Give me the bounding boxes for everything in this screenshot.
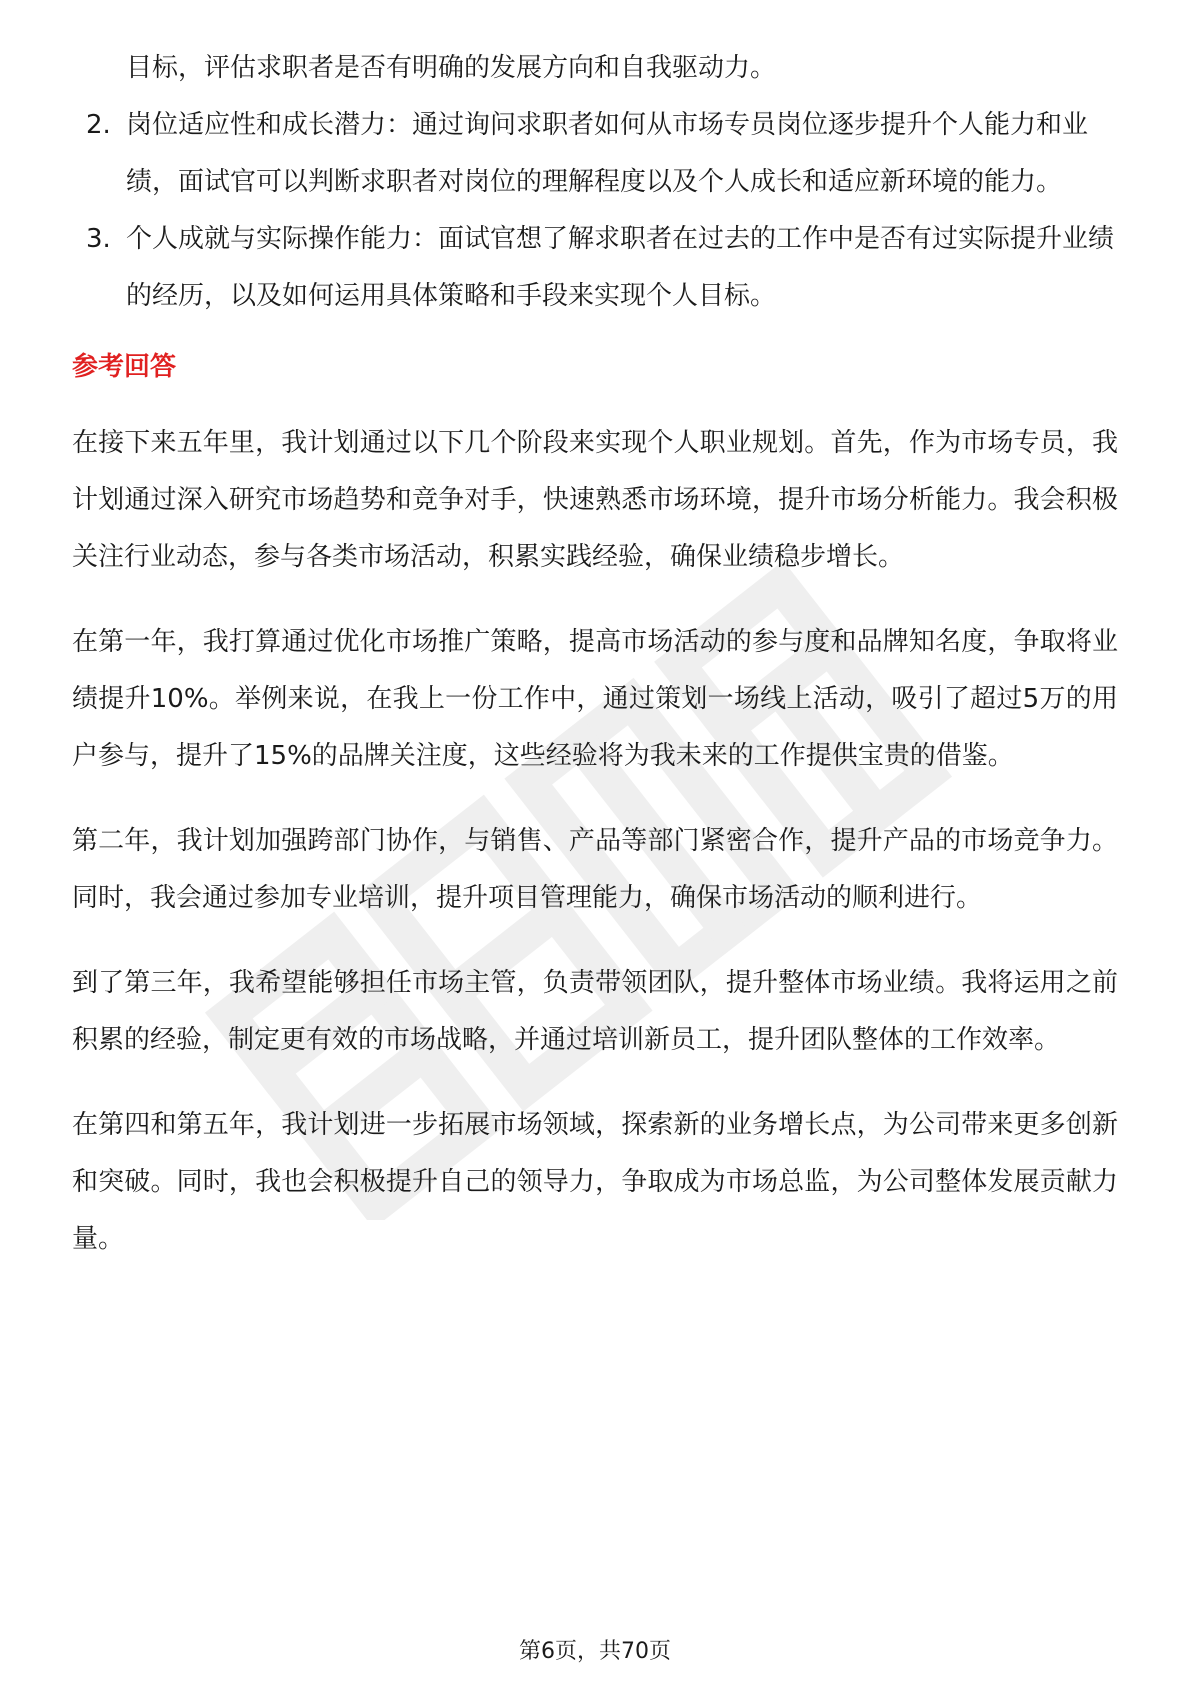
list-item-number: 3.	[86, 224, 111, 254]
list-item	[72, 97, 1118, 211]
list-item	[72, 211, 1118, 325]
paragraph: 在第一年，我打算通过优化市场推广策略，提高市场活动的参与度和品牌知名度，争取将业绩提升10%。举例来说，在我上一份工作中，通过策划一场线上活动，吸引了超过5万的用户参与，提升了15%的品牌关注度，这些经验将为我未来的工作提供宝贵的借鉴。	[72, 627, 1118, 771]
list-item-text: 目标，评估求职者是否有明确的发展方向和自我驱动力。	[126, 53, 777, 83]
criteria-list	[72, 40, 1118, 325]
page-footer: 第6页，共70页	[519, 1639, 671, 1664]
paragraph: 在接下来五年里，我计划通过以下几个阶段来实现个人职业规划。首先，作为市场专员，我计划通过深入研究市场趋势和竞争对手，快速熟悉市场环境，提升市场分析能力。我会积极关注行业动态，参与各类市场活动，积累实践经验，确保业绩稳步增长。	[72, 428, 1118, 572]
paragraph: 到了第三年，我希望能够担任市场主管，负责带领团队，提升整体市场业绩。我将运用之前积累的经验，制定更有效的市场战略，并通过培训新员工，提升团队整体的工作效率。	[72, 968, 1118, 1055]
list-item-text: 岗位适应性和成长潜力：通过询问求职者如何从市场专员岗位逐步提升个人能力和业绩，面试官可以判断求职者对岗位的理解程度以及个人成长和适应新环境的能力。	[126, 110, 1089, 197]
list-item-text: 个人成就与实际操作能力：面试官想了解求职者在过去的工作中是否有过实际提升业绩的经历，以及如何运用具体策略和手段来实现个人目标。	[126, 224, 1115, 311]
paragraph: 第二年，我计划加强跨部门协作，与销售、产品等部门紧密合作，提升产品的市场竞争力。同时，我会通过参加专业培训，提升项目管理能力，确保市场活动的顺利进行。	[72, 826, 1118, 913]
main-content	[72, 40, 1118, 1296]
section-heading: 参考回答	[72, 352, 177, 382]
paragraph: 在第四和第五年，我计划进一步拓展市场领域，探索新的业务增长点，为公司带来更多创新和突破。同时，我也会积极提升自己的领导力，争取成为市场总监，为公司整体发展贡献力量。	[72, 1110, 1118, 1254]
list-item-number: 2.	[86, 110, 111, 140]
list-item-continuation	[72, 40, 1118, 97]
